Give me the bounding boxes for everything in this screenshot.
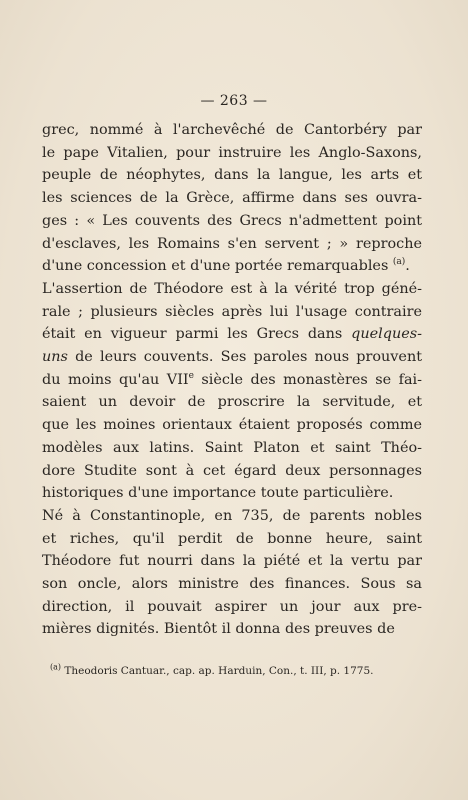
text-run: son oncle, alors ministre des finances. Sous sa bbox=[42, 576, 422, 593]
superscript: (a) bbox=[392, 257, 406, 268]
text-run: d'esclaves, les Romains s'en servent ; » reproche bbox=[42, 235, 422, 252]
footnote-text: Theodoris Cantuar., cap. ap. Harduin, Con., t. III, p. 1775. bbox=[61, 665, 374, 677]
text-line bbox=[42, 528, 422, 551]
page-number: — 263 — bbox=[200, 93, 268, 109]
text-run: Théodore fut nourri dans la piété et la vertu par bbox=[42, 553, 422, 570]
text-run: était en vigueur parmi les Grecs dans bbox=[42, 326, 352, 343]
text-run: rale ; plusieurs siècles après lui l'usage contraire bbox=[42, 303, 422, 320]
italic-text: uns bbox=[42, 349, 68, 366]
text-run: modèles aux latins. Saint Platon et saint Théo- bbox=[42, 439, 422, 456]
text-line bbox=[42, 618, 422, 641]
text-run: L'assertion de Théodore est à la vérité trop géné- bbox=[42, 280, 422, 297]
text-run: historiques d'une importance toute particulière. bbox=[42, 485, 394, 502]
text-line bbox=[42, 323, 422, 346]
text-line bbox=[42, 505, 422, 528]
text-run: du moins qu'au bbox=[42, 371, 167, 388]
text-run: ges : « Les couvents des Grecs n'admettent point bbox=[42, 212, 422, 229]
text-run: dore Studite sont à cet égard deux personnages bbox=[42, 462, 422, 479]
text-run: d'une concession et d'une portée remarquables bbox=[42, 258, 393, 275]
body-text bbox=[42, 119, 422, 641]
text-line bbox=[42, 346, 422, 369]
text-line bbox=[42, 278, 422, 301]
text-run: siècle des monastères se fai- bbox=[193, 371, 422, 388]
text-run: le pape Vitalien, pour instruire les Anglo-Saxons, bbox=[42, 144, 422, 161]
footnote bbox=[50, 662, 430, 677]
text-line bbox=[42, 460, 422, 483]
text-line bbox=[42, 164, 422, 187]
text-line bbox=[42, 573, 422, 596]
text-line bbox=[42, 391, 422, 414]
text-run: grec, nommé à l'archevêché de Cantorbéry par bbox=[42, 122, 422, 138]
text-line bbox=[42, 210, 422, 233]
text-line bbox=[42, 482, 422, 505]
text-run: de leurs couvents. Ses paroles nous prouvent bbox=[67, 349, 422, 366]
text-run: saient un devoir de proscrire la servitude, et bbox=[42, 394, 422, 411]
footnote-marker: (a) bbox=[50, 662, 62, 672]
text-line bbox=[42, 119, 422, 142]
text-line bbox=[42, 233, 422, 256]
italic-text: quelques- bbox=[351, 326, 422, 343]
text-run: VII bbox=[166, 371, 189, 388]
text-line bbox=[42, 369, 422, 392]
text-run: les sciences de la Grèce, affirme dans ses ouvra- bbox=[42, 190, 422, 207]
text-run: et riches, qu'il perdit de bonne heure, saint bbox=[42, 530, 422, 547]
text-line bbox=[42, 596, 422, 619]
text-run: direction, il pouvait aspirer un jour aux pre- bbox=[42, 598, 422, 615]
text-line bbox=[42, 437, 422, 460]
text-line bbox=[42, 301, 422, 324]
text-line bbox=[42, 550, 422, 573]
text-run: que les moines orientaux étaient proposés comme bbox=[42, 417, 422, 434]
text-run: mières dignités. Bientôt il donna des preuves de bbox=[42, 621, 395, 638]
text-line bbox=[42, 414, 422, 437]
text-run: . bbox=[405, 258, 410, 275]
text-line bbox=[42, 142, 422, 165]
text-line bbox=[42, 187, 422, 210]
superscript: e bbox=[188, 370, 194, 381]
text-line bbox=[42, 255, 422, 278]
text-run: peuple de néophytes, dans la langue, les arts et bbox=[42, 167, 422, 184]
text-run: Né à Constantinople, en 735, de parents nobles bbox=[42, 507, 422, 524]
